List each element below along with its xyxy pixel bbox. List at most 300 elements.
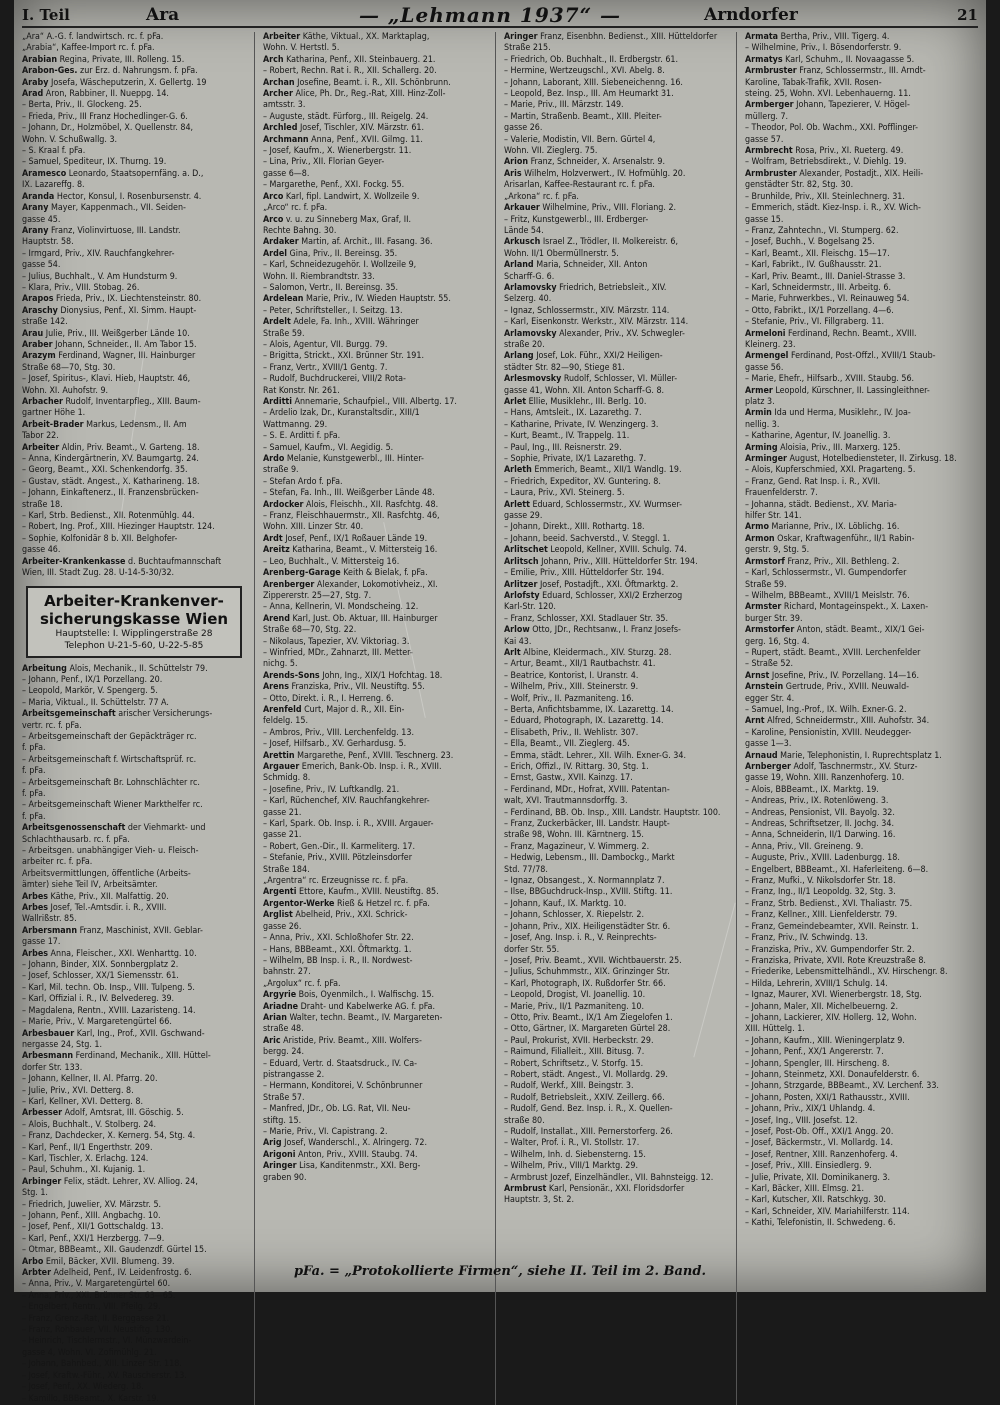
directory-entry: – Samuel, Ing.-Prof., IX. Wilh. Exner-G. 2. [745, 704, 907, 715]
directory-entry: gasse 17. [22, 937, 61, 948]
directory-entry: Ardel Gina, Priv., II. Bereinsg. 35. [263, 248, 398, 259]
directory-entry: – Karl, Spark. Ob. Insp. i. R., XVIII. Argauer- [263, 819, 434, 830]
directory-entry: Arbo Emil, Bäcker, XVII. Blumeng. 39. [22, 1256, 175, 1267]
directory-entry: Archan Josefine, Beamt. i. R., XII. Schönbrunn. [263, 77, 451, 88]
directory-entry: – Emilie, Priv., XIII. Hütteldorfer Str. 194. [504, 568, 665, 579]
directory-entry: Wattmanng. 29. [263, 419, 328, 430]
directory-entry: straße 18. [22, 499, 63, 510]
directory-entry: Arenberg-Garage Keith & Bielak, f. pFa. [263, 568, 428, 579]
directory-entry: – Artur, Beamt., XII/1 Rautbachstr. 41. [504, 659, 656, 670]
directory-entry: – Johann, Lackierer, XIV. Hollerg. 12, Wohn. [745, 1012, 917, 1023]
directory-entry: – Robert, Rechn. Rat i. R., XII. Schallerg. 20. [263, 66, 437, 77]
directory-entry: Ardaker Martin, af. Archit., III. Fasang. 36. [263, 237, 433, 248]
directory-entry: – Marie, Priv., VI. Capistrang. 2. [263, 1127, 388, 1137]
directory-entry: hilfer Str. 141. [745, 511, 802, 522]
directory-entry: Schlachthausarb. rc. f. pFa. [22, 834, 130, 845]
directory-entry: – Sophie, Kolfonidär 8 b. XII. Belghofer- [22, 533, 178, 544]
directory-entry: „Ara“ A.-G. f. landwirtsch. rc. f. pFa. [22, 32, 164, 42]
directory-entry: – Franziska, Private, XVII. Rote Kreuzstraße 8. [745, 955, 926, 966]
directory-entry: – Straße 52. [745, 659, 794, 670]
directory-entry: XIII. Hüttelg. 1. [745, 1024, 805, 1035]
directory-entry: – Anna, Priv., V. Margaretengürtel 60. [22, 1279, 171, 1290]
directory-entry: – Otmar, BBBeamt., XII. Gaudenzdf. Gürtel 15. [22, 1245, 207, 1256]
directory-entry: – Auguste, Priv., XVIII. Ladenburgg. 18. [745, 853, 900, 864]
directory-entry: – Julius, Schuhmmstr., XIX. Grinzinger Str. [504, 967, 670, 978]
directory-entry: – Josef, Kaufm., X. Wienerbergstr. 11. [263, 146, 412, 157]
directory-entry: – Johann, Binder, XIX. Sonnbergplatz 2. [22, 960, 179, 971]
part-label: I. Teil [22, 6, 70, 24]
directory-entry: Arad Aron, Rabbiner, II. Nueppg. 14. [22, 89, 169, 100]
directory-entry: „Argolux“ rc. f. pFa. [263, 978, 341, 989]
directory-entry: – Franz, Grenz.-Rat, II. Berggasse 21. [22, 1313, 170, 1324]
directory-entry: – Josef, Ang. Insp. i. R., V. Reinprechts- [504, 933, 657, 944]
directory-entry: Ardocker Alois, Fleischh., XII. Rasfchtg. 48. [263, 499, 439, 510]
ad-title-line-2: sicherungskasse Wien [39, 609, 229, 628]
directory-entry: – Sophie, Private, IX/1 Lazarethg. 7. [504, 454, 647, 465]
directory-entry: – Fritz, Kunstgewerbl., III. Erdberger- [504, 214, 649, 225]
directory-entry: – Martin, Straßenb. Beamt., XIII. Pleiter- [504, 111, 662, 122]
directory-entry: – Johann, Posten, XXI/1 Rathausstr., XVIII. [745, 1092, 910, 1103]
directory-entry: Arlamovsky Alexander, Priv., XV. Schwegler- [504, 328, 685, 339]
directory-entry: Arabon-Ges. zur Erz. d. Nahrungsm. f. pFa. [22, 66, 198, 77]
directory-entry: – Johann, Penf., XIII. Angbachg. 10. [22, 1211, 161, 1221]
directory-entry: – Anna, Priv., XXI. Schloßhofer Str. 22. [263, 933, 414, 944]
keyword-left: Ara [146, 5, 180, 25]
directory-entry: Straße 59. [263, 328, 305, 339]
directory-entry: – Franz, Zuckerbäcker, III. Landstr. Haupt- [504, 819, 670, 830]
directory-entry: Armbruster Franz, Schlossermstr., III. Arndt- [745, 66, 926, 77]
directory-entry: – Katharine, Agentur, IV. Joanellig. 3. [745, 431, 891, 442]
directory-entry: Arbesmann Ferdinand, Mechanik., XIII. Hüttel- [22, 1051, 211, 1062]
directory-entry: gasse 54. [22, 260, 61, 271]
directory-entry: „Argentra“ rc. Erzeugnisse rc. f. pFa. [263, 876, 409, 887]
directory-entry: – Franz, Fleischhauermstr., XII. Rasfchtg. 46, [263, 511, 440, 522]
directory-entry: Wien, III. Stadt Zug. 28. U-14-5-30/32. [22, 568, 175, 579]
directory-entry: – Karl, Kellner, XVI. Detterg. 8. [22, 1096, 144, 1107]
directory-entry: straße 9. [263, 465, 299, 476]
directory-entry: Arbter Adelheid, Penf., IV. Leidenfrostg. 6. [22, 1268, 192, 1279]
directory-entry: Ariadne Draht- und Kabelwerke AG. f. pFa. [263, 1001, 435, 1012]
directory-entry: Aringer Franz, Eisenbhn. Bedienst., XIII. Hütteldorfer [504, 32, 718, 42]
directory-entry: Arbeiter Aldin, Priv. Beamt., V. Garteng. 18. [22, 442, 200, 453]
directory-entry: Zippererstr. 25—27, Stg. 7. [263, 590, 372, 601]
directory-entry: – Josef, Buchh., V. Bogelsang 25. [745, 237, 875, 248]
directory-entry: Schmidg. 8. [263, 773, 311, 784]
directory-entry: – Friedrich, Ob. Buchhalt., II. Erdbergstr. 61. [504, 54, 679, 65]
directory-entry: – Gustav, städt. Angest., X. Katharineng. 18. [22, 476, 200, 487]
directory-entry: – Alois, Buchhalt., V. Stolberg. 24. [22, 1119, 157, 1130]
directory-entry: Arglist Abelheid, Priv., XXI. Schrick- [263, 910, 408, 921]
directory-entry: dorfer Str. 133. [22, 1062, 83, 1073]
directory-entry: Armata Bertha, Priv., VIII. Tigerg. 4. [745, 32, 890, 42]
directory-entry: – Peter, Schriftsteller., I. Seitzg. 13. [263, 305, 403, 316]
directory-entry: Arlow Otto, JDr., Rechtsanw., I. Franz Josefs- [504, 625, 681, 636]
directory-entry: Lände 54. [504, 225, 544, 236]
directory-entry: Kleinerg. 23. [745, 339, 796, 350]
directory-entry: müllerg. 7. [745, 111, 789, 122]
directory-entry: Arminger August, Hotelbediensteter, II. Zirkusg. 18. [745, 454, 957, 465]
directory-entry: – Hermann, Konditorei, V. Schönbrunner [263, 1081, 423, 1092]
directory-entry: f. pFa. [22, 766, 46, 777]
directory-entry: – Laura, Priv., XVI. Steinerg. 5. [504, 488, 625, 499]
directory-entry: – Karl, Penf., II/1 Engerthstr. 209. [22, 1142, 153, 1153]
directory-entry: – Johann, Einkaftenerz., II. Franzensbrücken- [22, 488, 199, 499]
directory-entry: Aranda Hector, Konsul, I. Rosenbursenstr. 4. [22, 191, 202, 202]
directory-entry: – Karl, Eisenkonstr. Werkstr., XIV. Märzstr. 114. [504, 317, 689, 328]
directory-entry: – Ignaz, Obsangest., X. Normannplatz 7. [504, 876, 665, 887]
directory-entry: Karl-Str. 120. [504, 602, 556, 613]
directory-entry: Arnaud Marie, Telephonistin, I. Ruprechtsplatz 1. [745, 750, 942, 761]
directory-entry: Areitz Katharina, Beamt., V. Mittersteig 16. [263, 545, 438, 556]
directory-entry: Straße 215. [504, 43, 551, 54]
directory-entry: gasse 1—3. [745, 739, 792, 750]
directory-entry: nichg. 5. [263, 659, 298, 670]
directory-entry: Arlitzer Josef, Postadjft., XXI. Öftmarktg. 2. [504, 579, 679, 590]
directory-entry: Armbrust Karl, Pensionär., XXI. Floridsdorfer [504, 1184, 685, 1195]
directory-entry: Arco v. u. zu Sinneberg Max, Graf, II. [263, 214, 411, 225]
directory-entry: – Josef, Bäckermstr., VI. Mollardg. 14. [745, 1138, 893, 1149]
page-number: 21 [957, 6, 978, 24]
directory-entry: Arisarlan, Kaffee-Restaurant rc. f. pFa. [504, 180, 655, 191]
directory-entry: – Beatrice, Kontorist, I. Uranstr. 4. [504, 670, 639, 681]
directory-entry: – Franz, Zahntechn., VI. Stumperg. 62. [745, 225, 899, 236]
directory-entry: straße 142. [22, 317, 68, 328]
directory-entry: nellig. 3. [745, 419, 780, 430]
directory-entry: Armstorfer Anton, städt. Beamt., XIX/1 Gei- [745, 625, 925, 636]
directory-entry: – Karl, Bäcker, XIII. Elmsg. 21. [745, 1184, 865, 1195]
directory-entry: gasse 29. [504, 511, 543, 522]
directory-entry: – Franz, Schlosser, XXI. Stadlauer Str. 35. [504, 613, 669, 624]
directory-entry: – S. Kraal f. pFa. [22, 146, 86, 157]
directory-entry: Arbeit-Brader Markus, Ledensm., II. Am [22, 419, 187, 430]
directory-entry: – Kamillo, BBBeamt., X. Karstr. 19. [22, 1393, 159, 1404]
directory-entry: Arbes Josef, Tel.-Amtsdir. i. R., XVIII. [22, 903, 167, 914]
directory-entry: Archled Josef, Tischler, XIV. Märzstr. 61. [263, 123, 425, 134]
directory-entry: Arlitschet Leopold, Kellner, XVIII. Schulg. 74. [504, 545, 687, 556]
directory-entry: Argentor-Werke Rieß & Hetzel rc. f. pFa. [263, 898, 430, 909]
directory-entry: – Karl, Beamt., XII. Fleischg. 15—17. [745, 248, 890, 259]
directory-entry: Arlesmovsky Rudolf, Schlosser, VI. Müller- [504, 374, 678, 385]
directory-entry: – Wilhelm, Priv., XIII. Steinerstr. 9. [504, 682, 639, 693]
directory-entry: – Kathi, Telefonistin, II. Schwedeng. 6. [745, 1218, 896, 1229]
directory-entry: Aris Wilhelm, Holzverwert., IV. Hofmühlg. 20. [504, 168, 686, 179]
directory-entry: – Wilhelm, Inh. d. Siebensterng. 15. [504, 1149, 646, 1160]
directory-entry: Arapos Frieda, Priv., IX. Liechtensteinstr. 80. [22, 294, 202, 305]
column-2 [263, 32, 496, 1405]
directory-entry: Selzerg. 40. [504, 294, 552, 305]
directory-entry: – Winfried, MDr., Zahnarzt, III. Metter- [263, 647, 413, 658]
directory-entry: egger Str. 4. [745, 693, 795, 704]
directory-entry: – Hedwig, Lebensm., III. Dambockg., Markt [504, 853, 675, 864]
directory-entry: – Franz, Rohbauer, VII. Neustiftg. 130. [22, 1325, 173, 1336]
directory-entry: vertr. rc. f. pFa. [22, 720, 82, 731]
directory-entry: – Armbrust Jozef, Einzelhändler., VII. Bahnsteigg. 12. [504, 1172, 714, 1183]
directory-entry: Armin Ida und Herma, Musiklehr., IV. Joa- [745, 408, 911, 419]
directory-entry: – Paul, Schuhm., XI. Kujanig. 1. [22, 1165, 146, 1176]
directory-entry: – Johann, Laborant, XIII. Siebeneichenng. 16. [504, 77, 683, 88]
directory-entry: Ardt Josef, Penf., IX/1 Roßauer Lände 19. [263, 533, 428, 544]
directory-entry: – Karl, Schlossermstr., VI. Gumpendorfer [745, 568, 907, 579]
directory-entry: – Lina, Priv., XII. Florian Geyer- [263, 157, 385, 168]
directory-entry: Arbesbauer Karl, Ing., Prof., XVII. Gschwand- [22, 1028, 205, 1039]
directory-entry: – Wilhelm, BB Insp. i. R., II. Nordwest- [263, 955, 413, 966]
directory-entry: – Josef, Ing., VIII. Josefst. 12. [745, 1115, 858, 1126]
directory-entry: – Maria, Viktual., II. Schüttelstr. 77 A. [22, 697, 169, 708]
directory-entry: gasse 21. [263, 830, 302, 841]
directory-entry: – Julie, Private, XII. Dominikanerg. 3. [745, 1172, 891, 1183]
directory-entry: straße 48. [263, 1024, 304, 1035]
directory-entry: – Josef, Penf., XX. Wiederg. 18. [22, 1382, 144, 1393]
directory-entry: – Wilhelmine, Priv., I. Bösendorferstr. 9. [745, 43, 902, 54]
directory-entry: gasse 45. [22, 214, 61, 225]
directory-entry: – Rudolf, Werkf., XIII. Beingstr. 3. [504, 1081, 634, 1092]
directory-entry: – Franz, Mufki., V. Nikolsdorfer Str. 18. [745, 876, 896, 887]
directory-entry: gasse 46. [22, 545, 61, 556]
directory-entry: Arlang Josef, Lok. Führ., XXI/2 Heiligen- [504, 351, 663, 362]
directory-entry: Arig Josef, Wanderschl., X. Alringerg. 72. [263, 1138, 428, 1149]
directory-entry: Arland Maria, Schneider, XII. Anton [504, 260, 648, 271]
directory-entry: – Karl, Schneider, XIV. Mariahilferstr. 114. [745, 1206, 910, 1217]
directory-entry: Araber Johann, Schneider., II. Am Tabor 15. [22, 339, 197, 350]
directory-entry: – Alois, BBBeamt., IX. Marktg. 19. [745, 784, 879, 795]
directory-entry: Arenfeld Curt, Major d. R., XII. Ein- [263, 704, 405, 715]
directory-entry: – Alois, Kupferschmied, XXI. Pragarteng. 5. [745, 465, 916, 476]
directory-entry: städter Str. 82—90, Stiege 81. [504, 362, 625, 373]
directory-entry: – Johann, Maler, XII. Michelbeuerng. 2. [745, 1001, 899, 1012]
directory-entry: Aramesco Leonardo, Staatsopernfäng. a. D., [22, 168, 204, 179]
directory-entry: Wohn. XIII. Linzer Str. 40. [263, 522, 364, 533]
directory-entry: – Leopold, Drogist, VI. Joanellig. 10. [504, 990, 646, 1001]
directory-entry: – Johann, Kauf., IX. Marktg. 10. [504, 898, 627, 909]
directory-entry: Wohn. XI. Auhofstr. 9. [22, 385, 109, 396]
directory-entry: – Hans, BBBeamt., XXI. Öftmarktg. 1. [263, 944, 412, 955]
directory-entry: – Wilhelm, BBBeamt., XVIII/1 Meislstr. 76. [745, 590, 910, 601]
directory-entry: Araby Josefa, Wäscheputzerin, X. Gellertg. 19 [22, 77, 207, 88]
directory-entry: – Salomon, Vertr., II. Bereinsg. 35. [263, 282, 398, 293]
directory-entry: gasse 19, Wohn. XIII. Ranzenhoferg. 10. [745, 773, 905, 784]
directory-entry: – Franz, Strb. Bedienst., XVI. Thaliastr. 75. [745, 898, 913, 909]
directory-entry: – Alois, Agentur, VII. Burgg. 79. [263, 339, 388, 350]
directory-entry: – Heinrich, Tischlermstr., VI. Münzwardein- [22, 1336, 192, 1347]
directory-entry: – Johann, Dr., Holzmöbel, X. Quellenstr. 84, [22, 123, 194, 134]
directory-entry: – Julius, Buchhalt., V. Am Hundsturm 9. [22, 271, 178, 282]
directory-entry: – Magdalena, Rentn., XVIII. Lazaristeng. 14. [22, 1005, 196, 1016]
directory-entry: – Josefine, Priv., IV. Luftkandlg. 21. [263, 784, 400, 795]
directory-entry: – Andreas, Schriftsetzer, II. Jochg. 34. [745, 819, 894, 830]
directory-entry: Arbeiter Käthe, Viktual., XX. Marktaplag, [263, 32, 430, 42]
directory-entry: – Ferdinand, BB. Ob. Insp., XIII. Landstr. Hauptstr. 100. [504, 807, 721, 818]
directory-entry: – Franz, Priv., IV. Schwindg. 13. [745, 933, 868, 944]
directory-entry: Wohn. VII. Zieglerg. 75. [504, 146, 598, 157]
directory-entry: Tabor 22. [22, 431, 59, 442]
directory-entry: Armeloni Ferdinand, Rechn. Beamt., XVIII. [745, 328, 917, 339]
directory-entry: – Kurt, Beamt., IV. Trappelg. 11. [504, 431, 630, 442]
column-1 [22, 32, 255, 1405]
directory-entry: gasse 41, Wohn. XII. Anton Scharff-G. 8. [504, 385, 665, 396]
directory-entry: straße 80. [504, 1115, 545, 1126]
directory-entry: – Eduard, Photograph, IX. Lazarettg. 14. [504, 716, 664, 727]
directory-entry: Karoline, Tabak-Trafik, XVII. Rosen- [745, 77, 882, 88]
directory-entry: Ardelean Marie, Priv., IV. Wieden Hauptstr. 55. [263, 294, 451, 305]
directory-entry: – Josef, Spiritus-, Klavi. Hieb, Hauptstr. 46, [22, 374, 191, 385]
directory-entry: Arany Mayer, Kappenmach., VII. Seiden- [22, 203, 186, 214]
directory-entry: Straße 57. [263, 1092, 305, 1103]
directory-entry: Arian Walter, techn. Beamt., IV. Margareten- [263, 1012, 443, 1023]
directory-entry: Rat Konstr. Nr. 261. [263, 385, 340, 396]
directory-entry: walt, XVI. Trautmannsdorffg. 3. [504, 796, 628, 807]
directory-entry: – Wolfram, Betriebsdirekt., V. Diehlg. 19. [745, 157, 907, 168]
ad-title-line-1: Arbeiter-Krankenver- [44, 591, 224, 610]
directory-entry: Araschy Dionysius, Penf., XI. Simm. Haupt- [22, 305, 197, 316]
directory-entry: Arazym Ferdinand, Wagner, III. Hainburger [22, 351, 196, 362]
directory-entry: Arens Franziska, Priv., VII. Neustiftg. 55. [263, 682, 425, 693]
directory-entry: – Ernst, Gastw., XVII. Kainzg. 17. [504, 773, 633, 784]
directory-entry: – Marie, Priv., II/1 Pazmaniteng. 10. [504, 1001, 644, 1012]
directory-entry: Wohn. II/1 Obermüllnerstr. 5. [504, 248, 619, 259]
directory-entry: platz 3. [745, 397, 775, 407]
directory-entry: stiftg. 15. [263, 1115, 302, 1126]
directory-entry: – Berta, Anfichtsbamme, IX. Lazarettg. 14. [504, 704, 674, 715]
directory-entry: – Karl, Penf., XXI/1 Herzbergg. 7—9. [22, 1233, 165, 1244]
directory-entry: Arbinger Felix, städt. Lehrer, XV. Alliog. 24, [22, 1176, 198, 1187]
directory-entry: – Paul, Ing., III. Reisnerstr. 29. [504, 442, 622, 453]
directory-entry: – Stefanie, Priv., VI. Fillgraberg. 11. [745, 317, 885, 328]
directory-entry: Arnberger Adolf, Taschnermstr., XV. Sturz- [745, 762, 918, 772]
directory-entry: – Marie, Ehefr., Hilfsarb., XVIII. Staubg. 56. [745, 374, 915, 385]
directory-entry: – Erich, Offizl., IV. Rittarg. 30, Stg. 1. [504, 762, 649, 772]
directory-entry: Arenberger Alexander, Lokomotivheiz., XI. [263, 579, 438, 590]
directory-entry: – Stefan Ardo f. pFa. [263, 476, 343, 487]
column-3 [504, 32, 737, 1405]
directory-entry: Arbersmann Franz, Maschinist, XVII. Geblar- [22, 925, 203, 936]
directory-entry: gasse 15. [745, 214, 784, 225]
directory-entry: – Otto, Gärtner, IX. Margareten Gürtel 28. [504, 1024, 671, 1035]
directory-entry: Std. 77/78. [504, 864, 548, 875]
directory-entry: – Emmerich, städt. Kiez-Insp. i. R., XV. Wich- [745, 203, 921, 214]
directory-entry: Argenti Ettore, Kaufm., XVIII. Neustiftg. 85. [263, 887, 439, 898]
directory-entry: – Johann, beeid. Sachverstd., V. Steggl. 1. [504, 533, 671, 544]
directory-entry: – Arbeitsgemeinschaft der Gepäckträger rc. [22, 731, 197, 742]
directory-entry: – Arbeitsgemeinschaft Br. Lohnschlächter rc. [22, 777, 200, 788]
directory-entry: IX. Lazareffg. 8. [22, 180, 85, 191]
directory-entry: – Anna, Kellnerin, VI. Mondscheing. 12. [263, 602, 419, 613]
directory-entry: Armon Oskar, Kraftwagenführ., II/1 Rabin- [745, 533, 915, 544]
directory-entry: Arkauer Wilhelmine, Priv., VIII. Floriang. 2. [504, 203, 677, 214]
directory-entry: – Hermine, Wertzeugschl., XVI. Abelg. 8. [504, 66, 665, 77]
directory-entry: gerstr. 9, Stg. 5. [745, 545, 810, 556]
directory-entry: – Friederike, Lebensmittelhändl., XV. Hirschengr. 8. [745, 967, 948, 978]
directory-entry: gerg. 16, Stg. 4. [745, 636, 810, 647]
directory-entry: – Andreas, Pensionist, VII. Bayolg. 32. [745, 807, 895, 818]
directory-entry: – Johann, Kellner, II. Al. Pfarrg. 20. [22, 1074, 158, 1085]
directory-entry: – Josef, Priv., XIII. Einsiedlerg. 9. [745, 1161, 872, 1172]
directory-entry: – Samuel, Spediteur, IX. Thurng. 19. [22, 157, 167, 168]
directory-entry: – Karl, Mil. techn. Ob. Insp., VIII. Tulpeng. 5. [22, 982, 195, 993]
directory-entry: Straße 68—70, Stg. 30. [22, 362, 116, 373]
directory-entry: Arion Franz, Schneider, X. Arsenalstr. 9. [504, 157, 666, 168]
directory-entry: Arlofsty Eduard, Schlosser, XXI/2 Erzherzog [504, 590, 683, 601]
directory-entry: Arlamovsky Friedrich, Betriebsleit., XIV. [504, 282, 667, 293]
directory-entry: – Josef, Schlosser, XX/1 Siemensstr. 61. [22, 971, 179, 982]
directory-entry: – Anna, Priv., VII. Greineng. 9. [745, 841, 864, 852]
directory-entry: – S. E. Arditti f. pFa. [263, 431, 341, 442]
directory-entry: Stg. 1. [22, 1188, 48, 1199]
directory-entry: Arch Katharina, Penf., XII. Steinbauerg. 21. [263, 54, 436, 65]
directory-entry: – Franz, Gend. Rat Insp. i. R., XVII. [745, 476, 881, 487]
directory-entry: – Otto, Direkt. i. R., I. Herreng. 6. [263, 693, 394, 704]
directory-entry: Archmann Anna, Penf., XVII. Gilmg. 11. [263, 134, 423, 145]
directory-entry: Arnst Josefine, Priv., IV. Porzellang. 14—16. [745, 670, 919, 681]
directory-entry: – Samuel, Kaufm., VI. Aegidig. 5. [263, 442, 394, 453]
directory-entry: graben 90. [263, 1172, 307, 1183]
directory-entry: – Georg, Beamt., XXI. Schenkendorfg. 35. [22, 465, 188, 476]
directory-entry: – Wolf, Priv., II. Pazmaniteng. 16. [504, 693, 634, 704]
directory-entry: – Johann, Strzgarde, BBBeamt., XV. Lerchenf. 33. [745, 1081, 939, 1092]
directory-entry: – Irmgard, Priv., XIV. Rauchfangkehrer- [22, 248, 175, 259]
directory-entry: – Johann, Direkt., XIII. Rothartg. 18. [504, 522, 645, 533]
footer-note: pFa. = „Protokollierte Firmen“, siehe II. Teil im 2. Band. [293, 1264, 707, 1279]
directory-entry: Armengel Ferdinand, Post-Offzl., XVIII/1 Staub- [745, 351, 936, 362]
column-4 [745, 32, 978, 1405]
ad-address: Hauptstelle: I. Wipplingerstraße 28 [55, 628, 213, 639]
directory-entry: Arlet Ellie, Musiklehr., III. Berlg. 10. [504, 397, 647, 407]
directory-entry: – Nikolaus, Tapezier, XV. Viktoriag. 3. [263, 636, 410, 647]
directory-entry: gasse 21. [263, 807, 302, 818]
directory-entry: Arlt Albine, Kleidermach., XIV. Sturzg. 28. [504, 647, 672, 658]
directory-entry: – Karl, Tischler, X. Erlachg. 124. [22, 1153, 149, 1164]
directory-entry: straße 98, Wohn. III. Kärntnerg. 15. [504, 830, 644, 841]
directory-entry: – Josef, Hilfsarb., XV. Gerhardusg. 5. [263, 739, 407, 750]
directory-entry: – Johann, Steinmetz, XXI. Donaufelderstr. 6. [745, 1069, 920, 1080]
directory-entry: ämter) siehe Teil IV, Arbeitsämter. [22, 880, 158, 891]
directory-entry: – Brunhilde, Priv., XII. Steinlechnerg. 31. [745, 191, 905, 202]
directory-entry: – Josef, Post-Ob. Off., XXI/1 Angg. 20. [745, 1127, 894, 1137]
directory-entry: f. pFa. [22, 811, 46, 822]
directory-entry: – Karl, Kutscher, XII. Ratschkyg. 30. [745, 1195, 887, 1206]
directory-page [14, 0, 986, 1404]
directory-entry: – Josef, Rentner, XIII. Ranzenhoferg. 4. [745, 1149, 898, 1160]
directory-entry: Argauer Emerich, Bank-Ob. Insp. i. R., XVIII. [263, 762, 442, 772]
directory-entry: Hauptstr. 3, St. 2. [504, 1195, 575, 1206]
directory-entry: – Josef, Kraftw.-Führ., XV. Rauscherstr. 13. [22, 1370, 187, 1381]
directory-entry: – Franziska, Priv., XV. Gumpendorfer Str. 2. [745, 944, 915, 955]
directory-entry: Archer Alice, Ph. Dr., Reg.-Rat, XIII. Hinz-Zoll- [263, 89, 446, 100]
directory-entry: – Berta, Priv., II. Glockeng. 25. [22, 100, 142, 111]
directory-entry: Scharff-G. 6. [504, 271, 555, 282]
directory-entry: Arleth Emmerich, Beamt., XII/1 Wandlg. 19. [504, 465, 682, 476]
directory-entry: – Elisabeth, Priv., II. Wehlistr. 307. [504, 727, 639, 738]
directory-entry: bahnstr. 27. [263, 967, 311, 978]
directory-entry: – Raimund, Filialleit., XIII. Bitusg. 7. [504, 1047, 645, 1058]
directory-entry: Armster Richard, Montageinspekt., X. Laxen- [745, 602, 929, 613]
directory-entry: – Franz, Ing., II/1 Leopoldg. 32, Stg. 3. [745, 887, 896, 898]
directory-entry: Aringer Lisa, Kanditenmstr., XXI. Berg- [263, 1161, 421, 1172]
directory-entry: – Julie, Priv., XVI. Detterg. 8. [22, 1085, 134, 1096]
directory-entry: bergg. 24. [263, 1047, 305, 1058]
directory-entry: – Karoline, Pensionistin, XVIII. Neudegger- [745, 727, 912, 738]
directory-entry: – Manfred, JDr., Ob. LG. Rat, VII. Neu- [263, 1104, 411, 1115]
directory-entry: – Karl, Rüchenchef, XIV. Rauchfangkehrer- [263, 796, 430, 807]
directory-entry: – Frieda, Priv., III Franz Hochedlinger-G. 6. [22, 111, 188, 122]
directory-entry: – Paul, Prokurist, XVII. Herbeckstr. 29. [504, 1035, 654, 1046]
directory-entry: – Karl, Offizial i. R., IV. Belvedereg. 39. [22, 994, 175, 1005]
directory-entry: – Wilhelm, Priv., VIII/1 Marktg. 29. [504, 1161, 638, 1172]
directory-entry: – Brigitta, Strickt., XXI. Brünner Str. 191. [263, 351, 424, 362]
directory-entry: Arbes Käthe, Priv., XII. Malfattig. 20. [22, 891, 169, 902]
directory-entry: – Rudolf, Buchdruckerei, VIII/2 Rota- [263, 374, 406, 385]
directory-entry: Arend Karl, Just. Ob. Aktuar, III. Hainburger [263, 613, 438, 624]
directory-entry: Arming Aloisia, Priv., III. Marxerg. 125. [745, 442, 901, 453]
